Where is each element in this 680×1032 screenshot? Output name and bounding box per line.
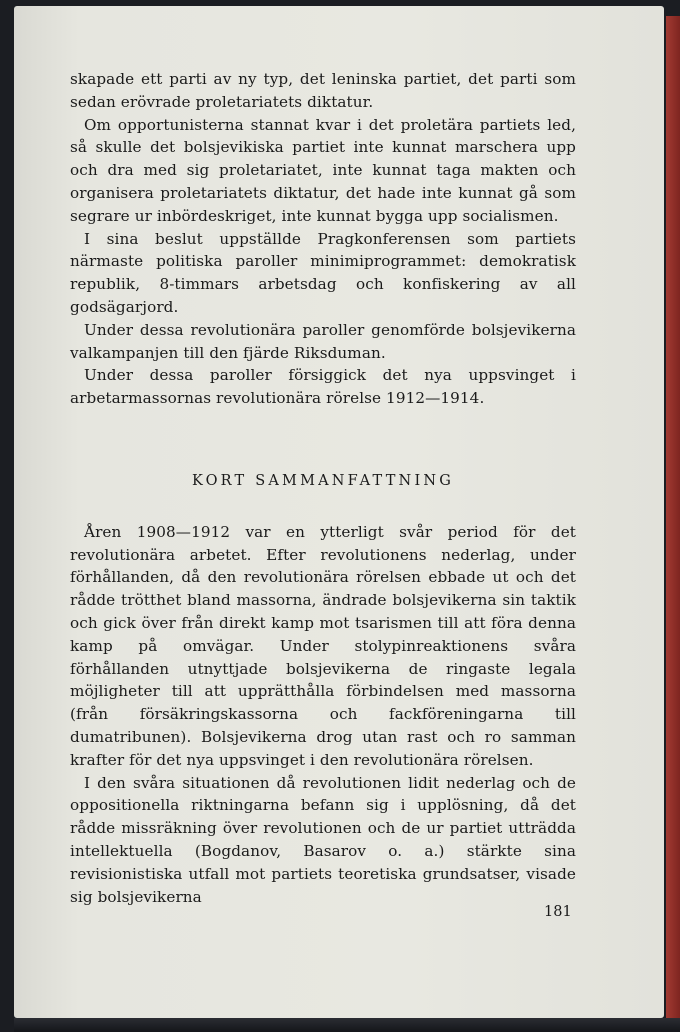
- paragraph: Under dessa revolutionära paroller genomförde bolsjevikerna valkampanjen till den fjärde Riksduman.: [70, 320, 576, 362]
- page-shadow: [14, 1018, 680, 1032]
- paragraph: I sina beslut uppställde Pragkonferensen som partiets närmaste politiska paroller minimiprogrammet: demokratisk republik, 8-timmars arbetsdag och konfiskering av all godsägarjord.: [70, 229, 576, 316]
- paragraph: I den svåra situationen då revolutionen lidit nederlag och de oppositionella riktningarna befann sig i upplösning, då det rådde missräkning över revolutionen och de ur partiet utträdda intellektuella (Bogdanov, Basarov o. a.) stärkte sina revisionistiska utfall mot partiets teoretiska grundsatser, visade sig bolsjevikerna: [70, 773, 576, 906]
- section-heading: KORT SAMMANFATTNING: [191, 472, 455, 489]
- page-body: [70, 68, 576, 908]
- paragraph: skapade ett parti av ny typ, det leninska partiet, det parti som sedan erövrade proletariatets diktatur.: [70, 70, 576, 111]
- paragraph: Åren 1908—1912 var en ytterligt svår period för det revolutionära arbetet. Efter revolutionens nederlag, under förhållanden, då den revolutionära rörelsen ebbade ut och det rådde trötthet bland massorna, ändrade bolsjevikerna sin taktik och gick över från direkt kamp mot tsarismen till att föra denna kamp på omvägar. Under stolypinreaktionens svåra förhållanden utnyttjade bolsjevikerna de ringaste legala möjligheter till att upprätthålla förbindelsen med massorna (från försäkringskassorna och fackföreningarna till dumatribunen). Bolsjevikerna drog utan rast och ro samman krafter för det nya uppsvinget i den revolutionära rörelsen.: [70, 522, 576, 769]
- book-page: [14, 6, 664, 1018]
- book-cover-edge: [666, 16, 680, 1028]
- page-number: 181: [544, 904, 572, 920]
- paragraph: Under dessa paroller försiggick det nya uppsvinget i arbetarmassornas revolutionära rörelse 1912—1914.: [70, 366, 576, 408]
- paragraph: Om opportunisterna stannat kvar i det proletära partiets led, så skulle det bolsjevikiska partiet inte kunnat marschera upp och dra med sig proletariatet, inte kunnat taga makten och organisera proletariatets diktatur, det hade inte kunnat gå som segrare ur inbördeskriget, inte kunnat bygga upp socialismen.: [70, 115, 576, 225]
